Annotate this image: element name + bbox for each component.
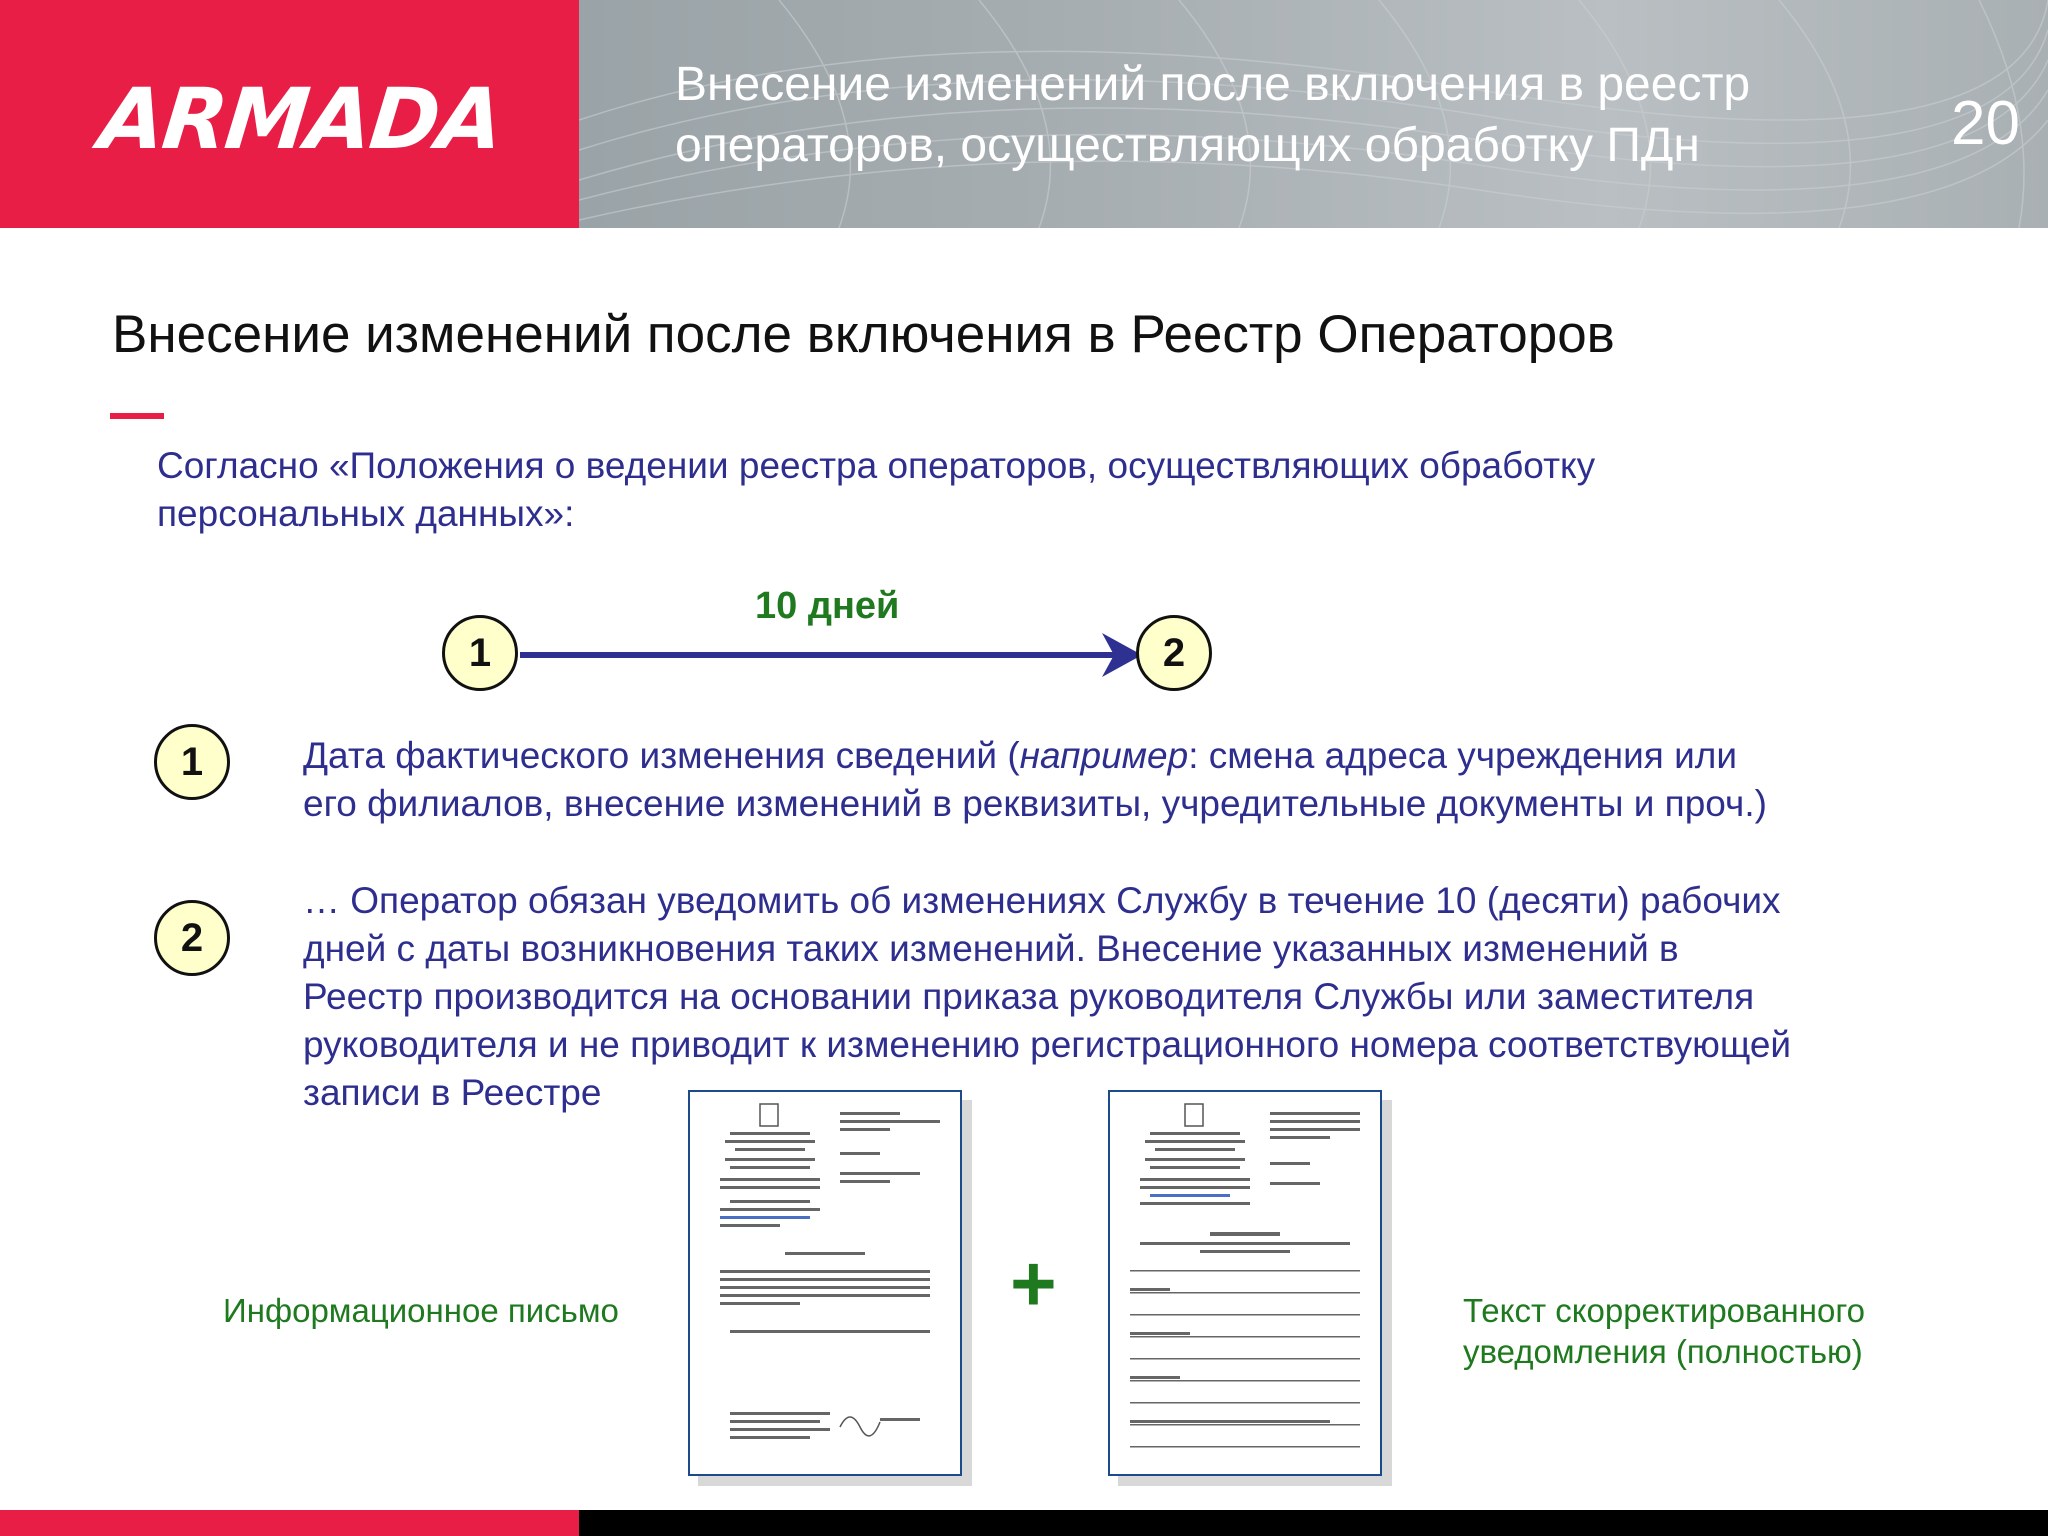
- corrected-notification-caption: [1463, 1290, 1865, 1372]
- step-2-line-3: Реестр производится на основании приказа руководителя Службы или заместителя: [303, 976, 1755, 1017]
- intro-line-2: персональных данных»:: [157, 493, 575, 534]
- corrected-caption-line-1: Текст скорректированного: [1463, 1292, 1866, 1329]
- slide-number: 20: [1951, 89, 2020, 158]
- info-letter-thumbnail: [688, 1090, 962, 1476]
- step-2-line-4: руководителя и не приводит к изменению регистрационного номера соответствующей: [303, 1024, 1792, 1065]
- page-title: Внесение изменений после включения в Реестр Операторов: [112, 305, 1615, 364]
- timeline-start-circle: 1: [442, 615, 518, 691]
- step-2-line-2: дней с даты возникновения таких изменений. Внесение указанных изменений в: [303, 928, 1679, 969]
- step-1-line-1-suffix: : смена адреса учреждения или: [1188, 735, 1738, 776]
- info-letter-caption: Информационное письмо: [223, 1292, 619, 1329]
- slide-header: [0, 0, 2048, 228]
- corrected-caption-line-2: уведомления (полностью): [1463, 1333, 1863, 1370]
- header-title-line-2: операторов, осуществляющих обработку ПДн: [675, 119, 1700, 172]
- step-2-circle: 2: [154, 900, 230, 976]
- step-1-line-1-emphasis: например: [1019, 735, 1189, 776]
- step-1-line-1: [303, 732, 1943, 780]
- intro-line-1: Согласно «Положения о ведении реестра операторов, осуществляющих обработку: [157, 445, 1596, 486]
- notification-thumbnail: [1108, 1090, 1382, 1476]
- timeline-end-circle: 2: [1136, 615, 1212, 691]
- timeline-label: 10 дней: [755, 585, 900, 627]
- step-2-line-1: … Оператор обязан уведомить об изменениях Службу в течение 10 (десяти) рабочих: [303, 880, 1781, 921]
- timeline-arrow: [430, 585, 1230, 705]
- accent-bar: [110, 413, 164, 419]
- step-2-text: [303, 877, 1943, 1117]
- brand-panel: [0, 0, 579, 228]
- notification-preview-graphic: [1110, 1092, 1380, 1474]
- step-1-line-1-prefix: Дата фактического изменения сведений (: [303, 735, 1020, 776]
- header-title-panel: [579, 0, 2048, 228]
- header-title: [675, 54, 1825, 176]
- step-2-line-5: записи в Реестре: [303, 1072, 602, 1113]
- step-1-text: [303, 732, 1943, 828]
- step-1-circle: 1: [154, 724, 230, 800]
- step-1-line-2: его филиалов, внесение изменений в реквизиты, учредительные документы и проч.): [303, 783, 1767, 824]
- footer-red-bar: [0, 1510, 579, 1536]
- footer-black-bar: [579, 1510, 2048, 1536]
- timeline: [430, 585, 1230, 705]
- armada-logo: ARMADA: [94, 70, 507, 168]
- letter-preview-graphic: [690, 1092, 960, 1474]
- header-title-line-1: Внесение изменений после включения в реестр: [675, 58, 1751, 111]
- intro-text: [157, 442, 1757, 538]
- plus-sign: +: [1010, 1239, 1057, 1328]
